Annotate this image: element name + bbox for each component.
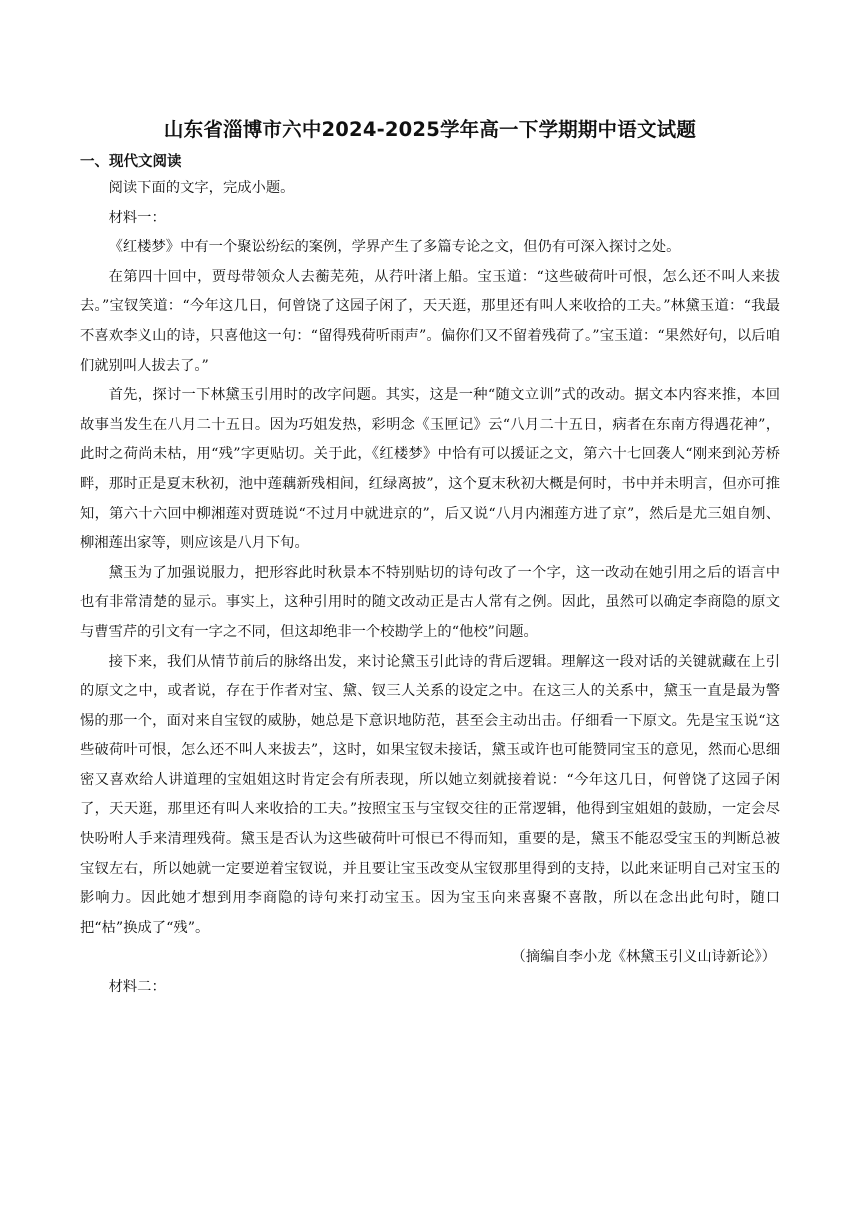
document-title: 山东省淄博市六中2024-2025学年高一下学期期中语文试题 [163,118,697,141]
material-label: 材料二： [108,979,166,996]
paragraph: 黛玉为了加强说服力，把形容此时秋景本不特别贴切的诗句改了一个字，这一改动在她引用之后的语言中也有非常清楚的显示。事实上，这种引用时的随文改动正是古人常有之例。因此，虽然可以确定李商隐的原文与曹雪芹的引文有一字之不同，但这却绝非一个校勘学上的“他校”问题。 [80,564,780,640]
material-label: 材料一： [108,209,166,226]
paragraph: 《红楼梦》中有一个聚讼纷纭的案例，学界产生了多篇专论之文，但仍有可深入探讨之处。 [108,239,681,256]
instruction-text: 阅读下面的文字，完成小题。 [108,180,295,196]
paragraph: 在第四十回中，贾母带领众人去蘅芜苑，从荇叶渚上船。宝玉道：“这些破荷叶可恨，怎么还不叫人来拔去。”宝钗笑道：“今年这几日，何曾饶了这园子闲了，天天逛，那里还有叫人来收拾的工夫。”林黛玉道：“我最不喜欢李义山的诗，只喜他这一句：“留得残荷听雨声”。偏你们又不留着残荷了。”宝玉道：“果然好句，以后咱们就别叫人拔去了。” [80,268,780,374]
paragraph: 接下来，我们从情节前后的脉络出发，来讨论黛玉引此诗的背后逻辑。理解这一段对话的关键就藏在上引的原文之中，或者说，存在于作者对宝、黛、钗三人关系的设定之中。在这三人的关系中，黛玉一直是最为警惕的那一个，面对来自宝钗的威胁，她总是下意识地防范，甚至会主动出击。仔细看一下原文。先是宝玉说“这些破荷叶可恨，怎么还不叫人来拔去”，这时，如果宝钗未接话，黛玉或许也可能赞同宝玉的意见，然而心思细密又喜欢给人讲道理的宝姐姐这时肯定会有所表现，所以她立刻就接着说：“今年这几日，何曾饶了这园子闲了，天天逛，那里还有叫人来收拾的工夫。”按照宝玉与宝钗交往的正常逻辑，他得到宝姐姐的鼓励，一定会尽快吩咐人手来清理残荷。黛玉是否认为这些破荷叶可恨已不得而知，重要的是，黛玉不能忍受宝玉的判断总被宝钗左右，所以她就一定要逆着宝钗说，并且要让宝玉改变从宝钗那里得到的支持，以此来证明自己对宝玉的影响力。因此她才想到用李商隐的诗句来打动宝玉。因为宝玉向来喜聚不喜散，所以在念出此句时，随口把“枯”换成了“残”。 [80,653,780,936]
source-citation: （摘编自李小龙《林黛玉引义山诗新论》） [511,949,776,966]
reading-passage [80,174,780,1003]
section-heading: 一、现代文阅读 [80,154,182,170]
paragraph: 首先，探讨一下林黛玉引用时的改字问题。其实，这是一种“随文立训”式的改动。据文本内容来推，本回故事当发生在八月二十五日。因为巧姐发热，彩明念《玉匣记》云“八月二十五日，病者在东南方得遇花神”，此时之荷尚未枯，用“残”字更贴切。关于此，《红楼梦》中恰有可以援证之文，第六十七回袭人“刚来到沁芳桥畔，那时正是夏末秋初，池中莲藕新残相间，红绿离披”，这个夏末秋初大概是何时，书中并未明言，但亦可推知，第六十六回中柳湘莲对贾琏说“不过月中就进京的”，后又说“八月内湘莲方进了京”，然后是尤三姐自刎、柳湘莲出家等，则应该是八月下旬。 [80,387,780,552]
